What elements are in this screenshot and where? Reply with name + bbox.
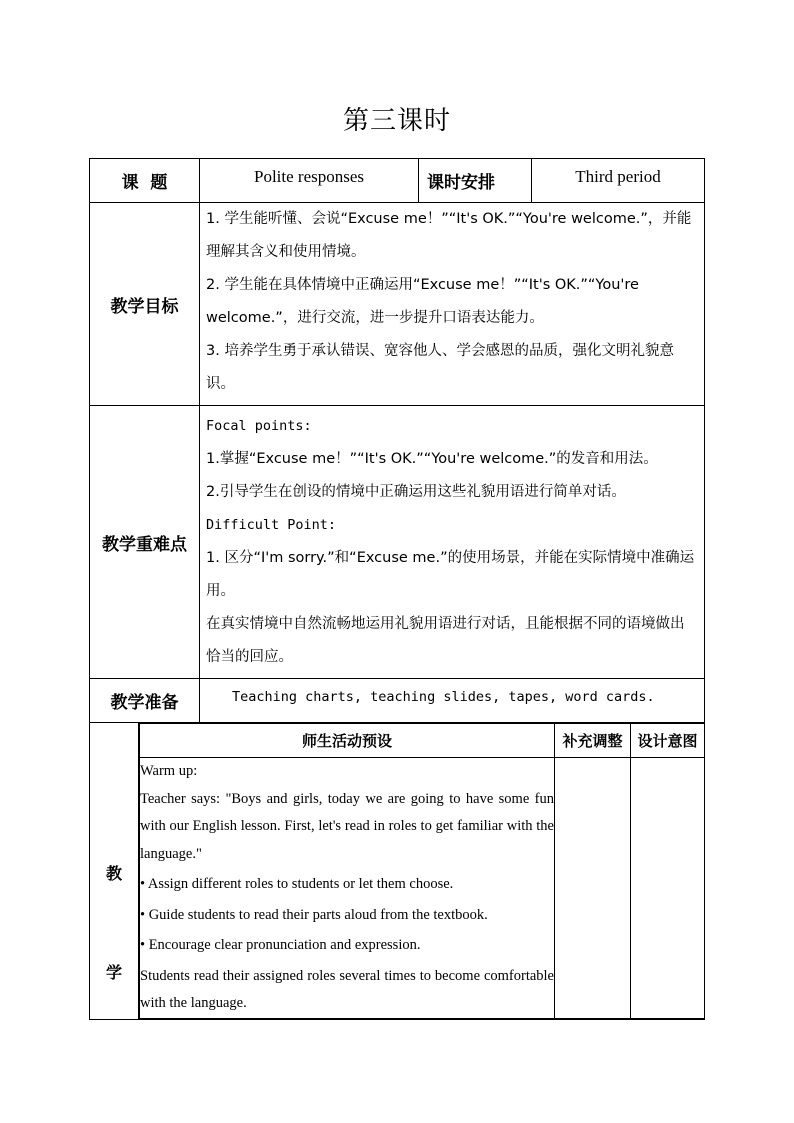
- adjust-cell: [555, 758, 631, 1019]
- key-points-label: 教学重难点: [90, 406, 200, 679]
- objectives-content: [200, 203, 705, 406]
- objective-item: 1. 学生能听懂、会说“Excuse me！”“It's OK.”“You're welcome.”，并能理解其含义和使用情境。: [206, 211, 692, 260]
- difficult-item: 1. 区分“I'm sorry.”和“Excuse me.”的使用场景，并能在实际情境中准确运用。: [206, 550, 695, 599]
- closing-text: Students read their assigned roles several times to become comfortable with the language.: [140, 967, 554, 1011]
- key-points-content: [200, 406, 705, 679]
- topic-label: 课 题: [90, 159, 200, 203]
- focal-item: 1.掌握“Excuse me！”“It's OK.”“You're welcome.”的发音和用法。: [206, 451, 658, 467]
- adjust-header: 补充调整: [555, 724, 631, 758]
- difficult-item: 在真实情境中自然流畅地运用礼貌用语进行对话，且能根据不同的语境做出恰当的回应。: [206, 616, 685, 665]
- preparation-label: 教学准备: [90, 679, 200, 723]
- process-content: [139, 723, 705, 1020]
- warm-up-heading: Warm up:: [140, 763, 198, 779]
- page-title: 第三课时: [342, 106, 451, 136]
- focal-heading: Focal points:: [206, 418, 312, 434]
- focal-item: 2.引导学生在创设的情境中正确运用这些礼貌用语进行简单对话。: [206, 484, 626, 500]
- period-value: Third period: [532, 159, 705, 203]
- activity-header: 师生活动预设: [140, 724, 555, 758]
- intent-cell: [631, 758, 705, 1019]
- teacher-says: Teacher says: "Boys and girls, today we are going to have some fun with our English lesson. First, let's read in roles to get familiar with the language.": [140, 790, 554, 862]
- lesson-plan-table: [89, 158, 705, 1020]
- preparation-value: Teaching charts, teaching slides, tapes, word cards.: [200, 679, 705, 723]
- difficult-heading: Difficult Point:: [206, 517, 337, 533]
- side-char: 教: [105, 864, 122, 883]
- process-side-label: [90, 723, 139, 1020]
- bullet-item: • Guide students to read their parts aloud from the textbook.: [140, 906, 488, 923]
- objectives-label: 教学目标: [90, 203, 200, 406]
- period-label: 课时安排: [419, 159, 532, 203]
- intent-header: 设计意图: [631, 724, 705, 758]
- activity-cell: [140, 758, 555, 1019]
- bullet-item: • Encourage clear pronunciation and expression.: [140, 937, 421, 953]
- topic-value: Polite responses: [200, 159, 419, 203]
- objective-item: 2. 学生能在具体情境中正确运用“Excuse me！”“It's OK.”“You're welcome.”，进行交流，进一步提升口语表达能力。: [206, 277, 639, 326]
- side-char: 学: [105, 963, 122, 982]
- process-table: [139, 723, 705, 1019]
- bullet-item: • Assign different roles to students or let them choose.: [140, 876, 454, 892]
- objective-item: 3. 培养学生勇于承认错误、宽容他人、学会感恩的品质，强化文明礼貌意识。: [206, 343, 674, 392]
